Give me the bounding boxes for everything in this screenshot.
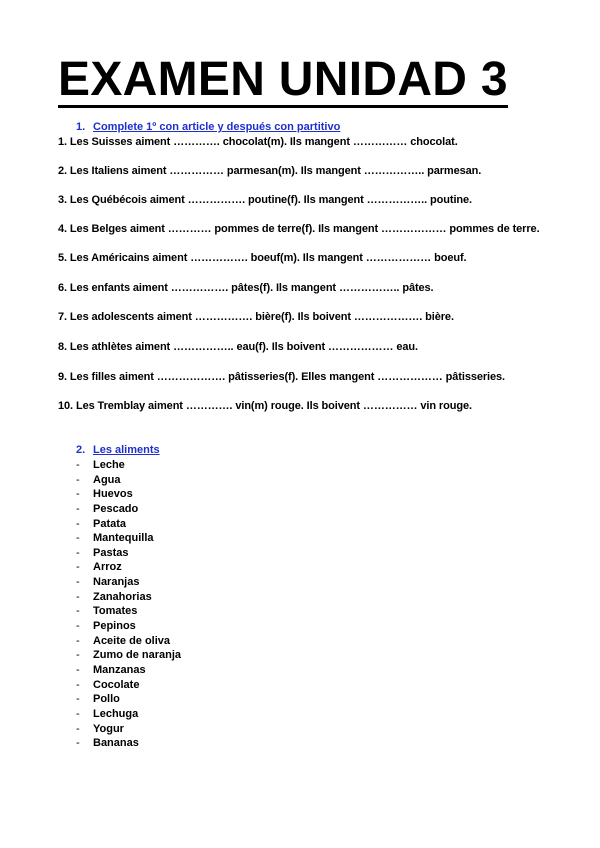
list-bullet: - <box>76 590 80 603</box>
list-item <box>76 736 181 751</box>
list-item-label: Naranjas <box>93 576 140 589</box>
list-item <box>76 604 181 619</box>
list-item <box>76 531 181 546</box>
list-item <box>76 648 181 663</box>
list-bullet: - <box>76 488 80 501</box>
list-item-label: Tomates <box>93 605 138 618</box>
exercise-sentence-5: 5. Les Américains aiment ……………. boeuf(m). Ils mangent ……………… boeuf. <box>58 252 467 264</box>
exercise-sentence-4: 4. Les Belges aiment ………… pommes de terre(f). Ils mangent ……………… pommes de terre. <box>58 223 540 235</box>
list-bullet: - <box>76 502 80 515</box>
list-bullet: - <box>76 517 80 530</box>
list-item <box>76 517 181 532</box>
list-item-label: Leche <box>93 459 125 471</box>
section-2-number: 2. <box>76 444 86 456</box>
section-1-number: 1. <box>76 121 86 133</box>
list-item-label: Lechuga <box>93 707 139 720</box>
exercise-sentence-7: 7. Les adolescents aiment ……………. bière(f). Ils boivent ………………. bière. <box>58 311 454 323</box>
exercise-sentence-1: 1. Les Suisses aiment …………. chocolat(m). Ils mangent …………… chocolat. <box>58 136 458 148</box>
list-item-label: Zumo de naranja <box>93 649 182 662</box>
list-item-label: Agua <box>93 473 121 486</box>
list-bullet: - <box>76 561 80 574</box>
list-item <box>76 575 181 590</box>
list-bullet: - <box>76 532 80 545</box>
list-item <box>76 590 181 605</box>
section-2-heading-text: Les aliments <box>93 444 160 456</box>
list-bullet: - <box>76 576 80 589</box>
list-bullet: - <box>76 620 80 633</box>
list-item-label: Yogur <box>93 722 124 735</box>
exercise-sentence-6: 6. Les enfants aiment ……………. pâtes(f). Ils mangent …………….. pâtes. <box>58 282 434 294</box>
list-item <box>76 619 181 634</box>
list-bullet: - <box>76 605 80 618</box>
list-bullet: - <box>76 546 80 559</box>
list-item <box>76 707 181 722</box>
list-item <box>76 560 181 575</box>
list-item <box>76 473 181 488</box>
exercise-sentence-8: 8. Les athlètes aiment …………….. eau(f). Ils boivent ……………… eau. <box>58 341 418 353</box>
exercise-sentence-2: 2. Les Italiens aiment …………… parmesan(m). Ils mangent …………….. parmesan. <box>58 165 482 177</box>
list-item <box>76 634 181 649</box>
list-item-label: Huevos <box>93 488 133 501</box>
list-item-label: Cocolate <box>93 678 140 691</box>
food-list <box>76 458 181 751</box>
exercise-sentence-3: 3. Les Québécois aiment ……………. poutine(f). Ils mangent …………….. poutine. <box>58 194 472 206</box>
section-1-heading <box>76 121 340 134</box>
list-bullet: - <box>76 722 80 735</box>
list-bullet: - <box>76 707 80 720</box>
list-bullet: - <box>76 663 80 676</box>
section-1-heading-text: Complete 1º con article y después con partitivo <box>93 121 341 133</box>
list-item <box>76 487 181 502</box>
list-item <box>76 678 181 693</box>
list-item <box>76 546 181 561</box>
list-item-label: Mantequilla <box>93 532 154 545</box>
list-bullet: - <box>76 649 80 662</box>
list-item-label: Pescado <box>93 502 139 515</box>
list-bullet: - <box>76 459 80 471</box>
list-item <box>76 663 181 678</box>
list-bullet: - <box>76 473 80 486</box>
list-item-label: Aceite de oliva <box>93 634 171 647</box>
list-item-label: Pastas <box>93 546 129 559</box>
list-item-label: Arroz <box>93 561 122 574</box>
exercise-sentence-9: 9. Les filles aiment ………………. pâtisseries(f). Elles mangent ……………… pâtisseries. <box>58 371 505 383</box>
list-item-label: Bananas <box>93 737 139 750</box>
list-item <box>76 722 181 737</box>
list-item-label: Zanahorias <box>93 590 152 603</box>
page-title: EXAMEN UNIDAD 3 <box>58 53 508 106</box>
list-item <box>76 458 181 473</box>
list-bullet: - <box>76 737 80 750</box>
list-bullet: - <box>76 678 80 691</box>
exercise-sentence-10: 10. Les Tremblay aiment …………. vin(m) rouge. Ils boivent …………… vin rouge. <box>58 400 472 412</box>
list-item-label: Pepinos <box>93 620 136 633</box>
section-2-heading <box>76 444 160 457</box>
list-item-label: Patata <box>93 517 127 530</box>
list-item-label: Pollo <box>93 693 120 706</box>
list-item <box>76 692 181 707</box>
list-bullet: - <box>76 693 80 706</box>
list-item <box>76 502 181 517</box>
list-bullet: - <box>76 634 80 647</box>
list-item-label: Manzanas <box>93 663 146 676</box>
